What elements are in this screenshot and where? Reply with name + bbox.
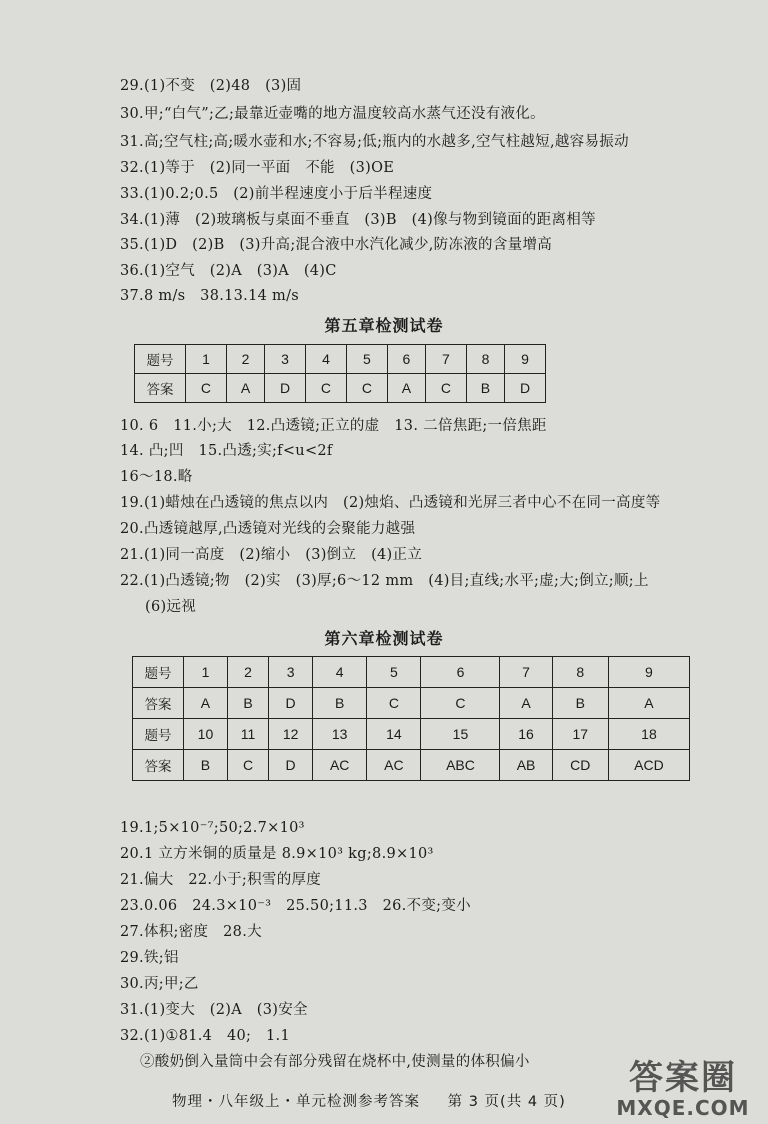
- table-cell: 3: [269, 657, 313, 688]
- table-cell: 15: [421, 719, 500, 750]
- answer-line-31: 31.高;空气柱;高;暖水壶和水;不容易;低;瓶内的水越多,空气柱越短,越容易振动: [120, 134, 629, 150]
- chapter5-title: 第五章检测试卷: [324, 316, 444, 335]
- answer-line-30: 30.甲;“白气”;乙;最靠近壶嘴的地方温度较高水蒸气还没有液化。: [120, 106, 545, 122]
- chapter6-answer-table: [132, 656, 690, 781]
- table-cell: A: [184, 688, 228, 719]
- table-cell: 14: [367, 719, 421, 750]
- table-cell: 10: [184, 719, 228, 750]
- table-cell: 17: [552, 719, 608, 750]
- table-cell: AC: [367, 750, 421, 781]
- table-cell: 13: [313, 719, 367, 750]
- answer-line-32b-cont: ②酸奶倒入量筒中会有部分残留在烧杯中,使测量的体积偏小: [140, 1054, 530, 1070]
- table-row: [133, 688, 690, 719]
- table-cell: B: [552, 688, 608, 719]
- answer-line-35: 35.(1)D (2)B (3)升高;混合液中水汽化减少,防冻液的含量增高: [120, 237, 553, 253]
- watermark-url: MXQE.COM: [616, 1096, 750, 1120]
- answer-line-10-13: 10. 6 11.小;大 12.凸透镜;正立的虚 13. 二倍焦距;一倍焦距: [120, 418, 547, 434]
- chapter5-answer-table: [134, 344, 546, 403]
- row-header: 答案: [135, 374, 186, 403]
- table-cell: A: [387, 374, 425, 403]
- answer-line-23-26: 23.0.06 24.3×10⁻³ 25.50;11.3 26.不变;变小: [120, 898, 471, 914]
- answer-line-16-18: 16～18.略: [120, 469, 193, 485]
- answer-line-33: 33.(1)0.2;0.5 (2)前半程速度小于后半程速度: [120, 186, 433, 202]
- footer-title: 物理・八年级上・单元检测参考答案: [172, 1094, 420, 1110]
- page-number: 第 3 页(共 4 页): [447, 1094, 566, 1110]
- table-cell: 8: [466, 345, 504, 374]
- table-row: [133, 719, 690, 750]
- table-cell: 12: [269, 719, 313, 750]
- answer-line-19: 19.(1)蜡烛在凸透镜的焦点以内 (2)烛焰、凸透镜和光屏三者中心不在同一高度等: [120, 495, 661, 511]
- answer-line-21-22b: 21.偏大 22.小于;积雪的厚度: [120, 872, 322, 888]
- table-cell: 7: [500, 657, 552, 688]
- answer-line-34: 34.(1)薄 (2)玻璃板与桌面不垂直 (3)B (4)像与物到镜面的距离相等: [120, 212, 596, 228]
- table-cell: 9: [505, 345, 546, 374]
- table-cell: ACD: [608, 750, 689, 781]
- table-cell: C: [227, 750, 268, 781]
- answer-line-29b: 29.铁;铝: [120, 950, 179, 966]
- answer-line-27-28: 27.体积;密度 28.大: [120, 924, 262, 940]
- table-cell: D: [265, 374, 306, 403]
- table-row: [133, 750, 690, 781]
- table-cell: A: [608, 688, 689, 719]
- table-cell: CD: [552, 750, 608, 781]
- answer-line-22-cont: (6)远视: [145, 599, 197, 615]
- table-cell: 1: [186, 345, 227, 374]
- answer-line-36: 36.(1)空气 (2)A (3)A (4)C: [120, 263, 337, 279]
- answer-line-20b: 20.1 立方米铜的质量是 8.9×10³ kg;8.9×10³: [120, 846, 434, 862]
- table-cell: D: [505, 374, 546, 403]
- table-cell: B: [227, 688, 268, 719]
- table-cell: A: [500, 688, 552, 719]
- table-cell: 5: [367, 657, 421, 688]
- table-cell: C: [186, 374, 227, 403]
- page-footer: [172, 1090, 588, 1111]
- table-row: [135, 374, 546, 403]
- table-cell: C: [421, 688, 500, 719]
- table-cell: 8: [552, 657, 608, 688]
- table-cell: C: [425, 374, 466, 403]
- table-cell: 1: [184, 657, 228, 688]
- table-cell: 4: [313, 657, 367, 688]
- row-header: 答案: [133, 688, 184, 719]
- table-cell: 6: [387, 345, 425, 374]
- table-cell: C: [346, 374, 387, 403]
- answer-line-29: 29.(1)不变 (2)48 (3)固: [120, 78, 302, 94]
- row-header: 题号: [133, 719, 184, 750]
- table-cell: B: [184, 750, 228, 781]
- table-cell: B: [466, 374, 504, 403]
- table-cell: AB: [500, 750, 552, 781]
- row-header: 答案: [133, 750, 184, 781]
- table-cell: C: [305, 374, 346, 403]
- row-header: 题号: [133, 657, 184, 688]
- chapter6-title: 第六章检测试卷: [324, 629, 444, 648]
- answer-line-20: 20.凸透镜越厚,凸透镜对光线的会聚能力越强: [120, 521, 416, 537]
- table-cell: 9: [608, 657, 689, 688]
- answer-line-37-38: 37.8 m/s 38.13.14 m/s: [120, 288, 300, 304]
- table-cell: C: [367, 688, 421, 719]
- watermark-title: 答案圈: [629, 1058, 737, 1098]
- table-cell: 2: [227, 657, 268, 688]
- table-cell: 3: [265, 345, 306, 374]
- answer-line-32: 32.(1)等于 (2)同一平面 不能 (3)OE: [120, 160, 395, 176]
- answer-line-19b: 19.1;5×10⁻⁷;50;2.7×10³: [120, 820, 305, 836]
- answer-line-22: 22.(1)凸透镜;物 (2)实 (3)厚;6～12 mm (4)目;直线;水平;虚;大;倒立;顺;上: [120, 573, 649, 589]
- answer-line-31b: 31.(1)变大 (2)A (3)安全: [120, 1002, 308, 1018]
- table-cell: A: [226, 374, 264, 403]
- table-cell: ABC: [421, 750, 500, 781]
- watermark-logo: [608, 1060, 758, 1120]
- table-cell: B: [313, 688, 367, 719]
- table-cell: 11: [227, 719, 268, 750]
- table-cell: 16: [500, 719, 552, 750]
- table-cell: 5: [346, 345, 387, 374]
- table-cell: 7: [425, 345, 466, 374]
- table-cell: AC: [313, 750, 367, 781]
- answer-line-30b: 30.丙;甲;乙: [120, 976, 199, 992]
- row-header: 题号: [135, 345, 186, 374]
- answer-line-21: 21.(1)同一高度 (2)缩小 (3)倒立 (4)正立: [120, 547, 423, 563]
- answer-line-14-15: 14. 凸;凹 15.凸透;实;f<u<2f: [120, 443, 333, 459]
- table-cell: D: [269, 750, 313, 781]
- table-row: [135, 345, 546, 374]
- table-cell: 2: [226, 345, 264, 374]
- table-cell: 18: [608, 719, 689, 750]
- table-cell: 4: [305, 345, 346, 374]
- answer-line-32b: 32.(1)①81.4 40; 1.1: [120, 1028, 290, 1044]
- table-row: [133, 657, 690, 688]
- table-cell: 6: [421, 657, 500, 688]
- table-cell: D: [269, 688, 313, 719]
